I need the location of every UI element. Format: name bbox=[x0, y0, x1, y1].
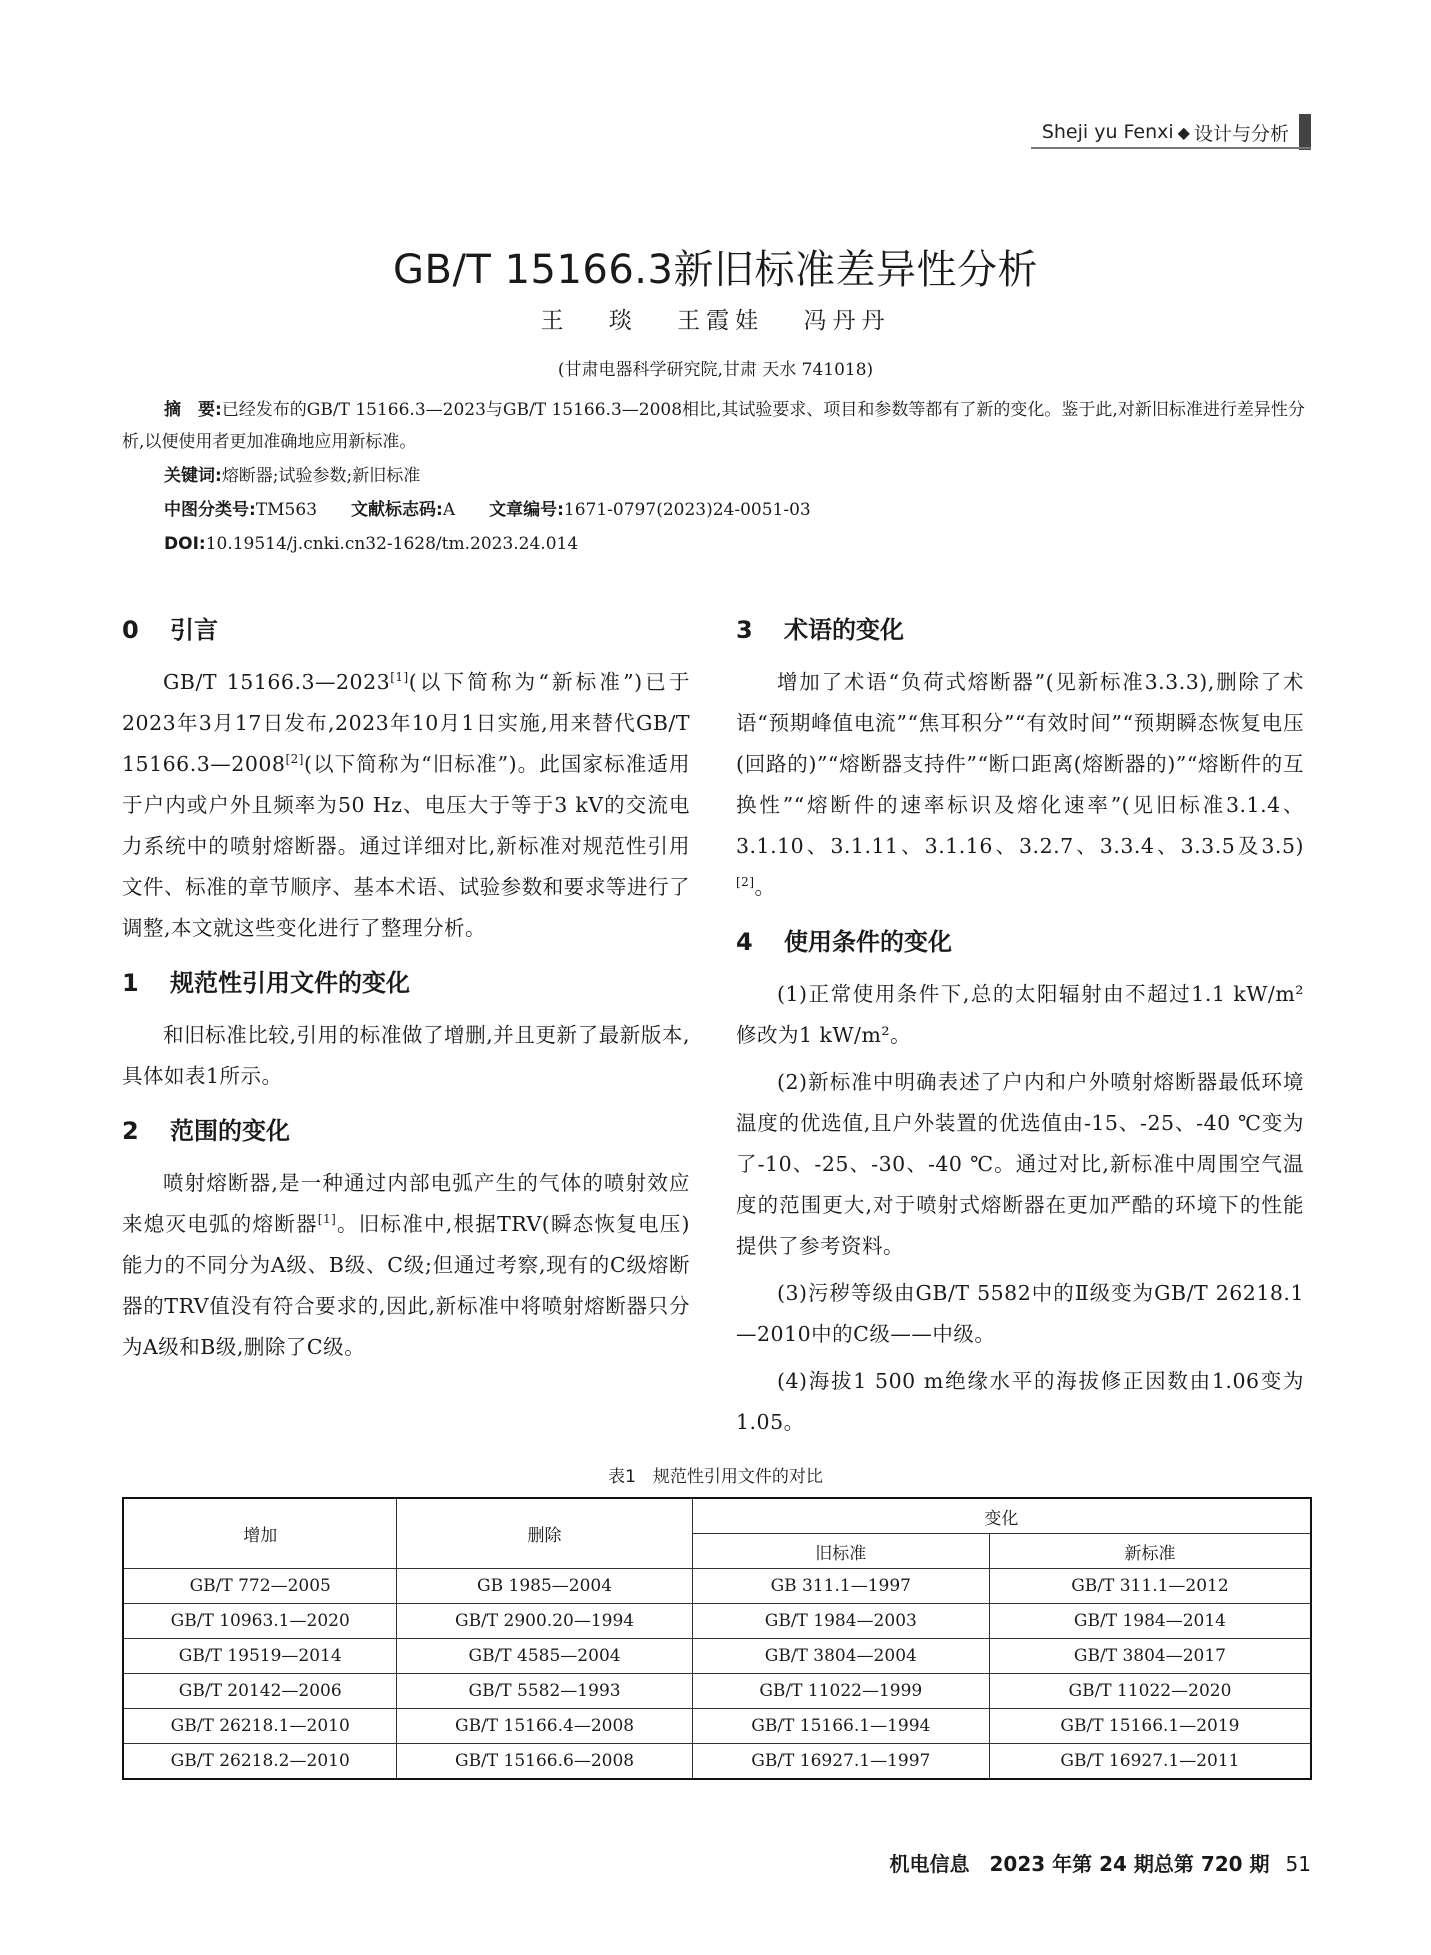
right-column bbox=[736, 614, 1304, 1449]
table-row bbox=[123, 1604, 1311, 1639]
doi-value: 10.19514/j.cnki.cn32-1628/tm.2023.24.014 bbox=[205, 534, 579, 554]
section-2-number: 2 bbox=[122, 1117, 139, 1145]
cell-new: GB/T 15166.1—2019 bbox=[989, 1709, 1311, 1744]
keywords-label: 关键词: bbox=[164, 466, 222, 486]
header-bar bbox=[1299, 114, 1311, 150]
cell-added: GB/T 772—2005 bbox=[123, 1569, 397, 1604]
footer-journal-issue: 机电信息 2023 年第 24 期总第 720 期 bbox=[889, 1852, 1270, 1876]
text-run: (以下简称为“旧标准”)。此国家标准适用于户内或户外且频率为50 Hz、电压大于等于3 kV的交流电力系统中的喷射熔断器。通过详细对比,新标准对规范性引用文件、标准的章节顺序、基本术语、试验参数和要求等进行了调整,本文就这些变化进行了整理分析。 bbox=[122, 752, 690, 940]
classification-line bbox=[164, 494, 1354, 526]
abstract-text: 已经发布的GB/T 15166.3—2023与GB/T 15166.3—2008相比,其试验要求、项目和参数等都有了新的变化。鉴于此,对新旧标准进行差异性分析,以便使用者更加准确地应用新标准。 bbox=[122, 400, 1305, 452]
section-name: 设计与分析 bbox=[1193, 122, 1289, 145]
section-1-paragraph: 和旧标准比较,引用的标准做了增删,并且更新了最新版本,具体如表1所示。 bbox=[122, 1023, 690, 1088]
table-row bbox=[123, 1709, 1311, 1744]
clc-label: 中图分类号: bbox=[164, 500, 256, 520]
doi-line bbox=[164, 528, 1354, 560]
section-3-paragraph bbox=[736, 662, 1304, 908]
text-run: (以下简称为“新标准”)已于2023年3月17日发布,2023年10月1日实施,用来替代GB/T 15166.3—2008 bbox=[122, 670, 690, 776]
cell-added: GB/T 10963.1—2020 bbox=[123, 1604, 397, 1639]
cell-old: GB/T 11022—1999 bbox=[692, 1674, 989, 1709]
cell-added: GB/T 20142—2006 bbox=[123, 1674, 397, 1709]
clc-code bbox=[164, 494, 317, 526]
cell-added: GB/T 19519—2014 bbox=[123, 1639, 397, 1674]
cell-old: GB/T 15166.1—1994 bbox=[692, 1709, 989, 1744]
cell-old: GB/T 1984—2003 bbox=[692, 1604, 989, 1639]
section-0-heading bbox=[122, 614, 690, 646]
table-body bbox=[123, 1569, 1311, 1780]
section-4-paragraph-3: (3)污秽等级由GB/T 5582中的Ⅱ级变为GB/T 26218.1—2010中的C级——中级。 bbox=[736, 1281, 1304, 1346]
clc-value: TM563 bbox=[255, 500, 318, 520]
text-run: GB/T 15166.3—2023 bbox=[163, 670, 391, 694]
text-run: 。 bbox=[754, 875, 776, 899]
abstract-label: 摘 要: bbox=[164, 400, 222, 420]
citation-ref: [1] bbox=[390, 670, 409, 684]
cell-added: GB/T 26218.1—2010 bbox=[123, 1709, 397, 1744]
doc-code-value: A bbox=[442, 500, 456, 520]
article-no-label: 文章编号: bbox=[489, 500, 564, 520]
doi-label: DOI: bbox=[164, 534, 206, 554]
article-authors: 王 琰 王霞娃 冯丹丹 bbox=[540, 308, 891, 334]
article-no bbox=[489, 494, 811, 526]
doc-code-label: 文献标志码: bbox=[351, 500, 443, 520]
cell-old: GB/T 3804—2004 bbox=[692, 1639, 989, 1674]
section-0-paragraph bbox=[122, 662, 690, 949]
left-column bbox=[122, 614, 690, 1374]
header-old-standard: 旧标准 bbox=[692, 1534, 989, 1569]
section-3-title: 术语的变化 bbox=[784, 616, 904, 644]
cell-new: GB/T 1984—2014 bbox=[989, 1604, 1311, 1639]
reference-comparison-table bbox=[122, 1497, 1312, 1780]
cell-new: GB/T 3804—2017 bbox=[989, 1639, 1311, 1674]
section-4-paragraph-4: (4)海拔1 500 m绝缘水平的海拔修正因数由1.06变为1.05。 bbox=[736, 1369, 1304, 1434]
section-2-title: 范围的变化 bbox=[170, 1117, 290, 1145]
cell-deleted: GB/T 15166.6—2008 bbox=[397, 1744, 692, 1780]
cell-deleted: GB/T 2900.20—1994 bbox=[397, 1604, 692, 1639]
cell-deleted: GB 1985—2004 bbox=[397, 1569, 692, 1604]
text-run: 。旧标准中,根据TRV(瞬态恢复电压)能力的不同分为A级、B级、C级;但通过考察,现有的C级熔断器的TRV值没有符合要求的,因此,新标准中将喷射熔断器只分为A级和B级,删除了C级。 bbox=[122, 1212, 691, 1359]
journal-pinyin: Sheji yu Fenxi bbox=[1041, 121, 1174, 143]
text-run: 喷射熔断器,是一种通过内部电弧产生的气体的喷射效应来熄灭电弧的熔断器 bbox=[122, 1171, 690, 1236]
page-footer bbox=[889, 1848, 1311, 1877]
cell-new: GB/T 11022—2020 bbox=[989, 1674, 1311, 1709]
header-deleted: 删除 bbox=[397, 1498, 692, 1569]
citation-ref: [2] bbox=[736, 875, 755, 889]
table-row bbox=[123, 1569, 1311, 1604]
article-title: GB/T 15166.3新旧标准差异性分析 bbox=[393, 247, 1038, 293]
table-row bbox=[123, 1639, 1311, 1674]
cell-old: GB/T 16927.1—1997 bbox=[692, 1744, 989, 1780]
abstract bbox=[122, 394, 1312, 458]
page-number: 51 bbox=[1285, 1852, 1311, 1876]
section-4-paragraph-2: (2)新标准中明确表述了户内和户外喷射熔断器最低环境温度的优选值,且户外装置的优选值由-15、-25、-40 ℃变为了-10、-25、-30、-40 ℃。通过对比,新标准中周围空气温度的范围更大,对于喷射式熔断器在更加严酷的环境下的性能提供了参考资料。 bbox=[736, 1070, 1304, 1258]
running-header bbox=[1042, 112, 1311, 152]
cell-deleted: GB/T 15166.4—2008 bbox=[397, 1709, 692, 1744]
table-row bbox=[123, 1744, 1311, 1780]
section-3-number: 3 bbox=[736, 616, 753, 644]
table-row bbox=[123, 1674, 1311, 1709]
section-2-paragraph bbox=[122, 1163, 690, 1368]
header-new-standard: 新标准 bbox=[989, 1534, 1311, 1569]
diamond-icon: ◆ bbox=[1177, 122, 1190, 142]
header-rule bbox=[1031, 147, 1311, 149]
cell-new: GB/T 311.1—2012 bbox=[989, 1569, 1311, 1604]
cell-deleted: GB/T 4585—2004 bbox=[397, 1639, 692, 1674]
text-run: 增加了术语“负荷式熔断器”(见新标准3.3.3),删除了术语“预期峰值电流”“焦耳积分”“有效时间”“预期瞬态恢复电压(回路的)”“熔断器支持件”“断口距离(熔断器的)”“熔断件的互换性”“熔断件的速率标识及熔化速率”(见旧标准3.1.4、3.1.10、3.1.11、3.1.16、3.2.7、3.3.4、3.3.5及3.5) bbox=[736, 670, 1304, 858]
doc-code bbox=[351, 494, 455, 526]
article-no-value: 1671-0797(2023)24-0051-03 bbox=[563, 500, 811, 520]
section-3-heading bbox=[736, 614, 1304, 646]
cell-old: GB 311.1—1997 bbox=[692, 1569, 989, 1604]
keywords bbox=[164, 460, 1354, 492]
header-added: 增加 bbox=[123, 1498, 397, 1569]
section-4-heading bbox=[736, 926, 1304, 958]
section-1-heading bbox=[122, 967, 690, 999]
article-affiliation: (甘肃电器科学研究院,甘肃 天水 741018) bbox=[557, 360, 874, 380]
section-1-number: 1 bbox=[122, 969, 139, 997]
citation-ref: [2] bbox=[285, 752, 304, 766]
header-changed: 变化 bbox=[692, 1498, 1311, 1534]
section-1-title: 规范性引用文件的变化 bbox=[170, 969, 410, 997]
section-0-number: 0 bbox=[122, 616, 139, 644]
cell-deleted: GB/T 5582—1993 bbox=[397, 1674, 692, 1709]
citation-ref: [1] bbox=[317, 1212, 337, 1226]
section-2-heading bbox=[122, 1115, 690, 1147]
keywords-text: 熔断器;试验参数;新旧标准 bbox=[221, 466, 421, 486]
cell-added: GB/T 26218.2—2010 bbox=[123, 1744, 397, 1780]
section-4-number: 4 bbox=[736, 928, 753, 956]
cell-new: GB/T 16927.1—2011 bbox=[989, 1744, 1311, 1780]
table-caption: 表1 规范性引用文件的对比 bbox=[608, 1467, 823, 1487]
section-0-title: 引言 bbox=[170, 616, 218, 644]
section-4-paragraph-1: (1)正常使用条件下,总的太阳辐射由不超过1.1 kW/m²修改为1 kW/m²。 bbox=[736, 982, 1304, 1047]
section-4-title: 使用条件的变化 bbox=[784, 928, 952, 956]
